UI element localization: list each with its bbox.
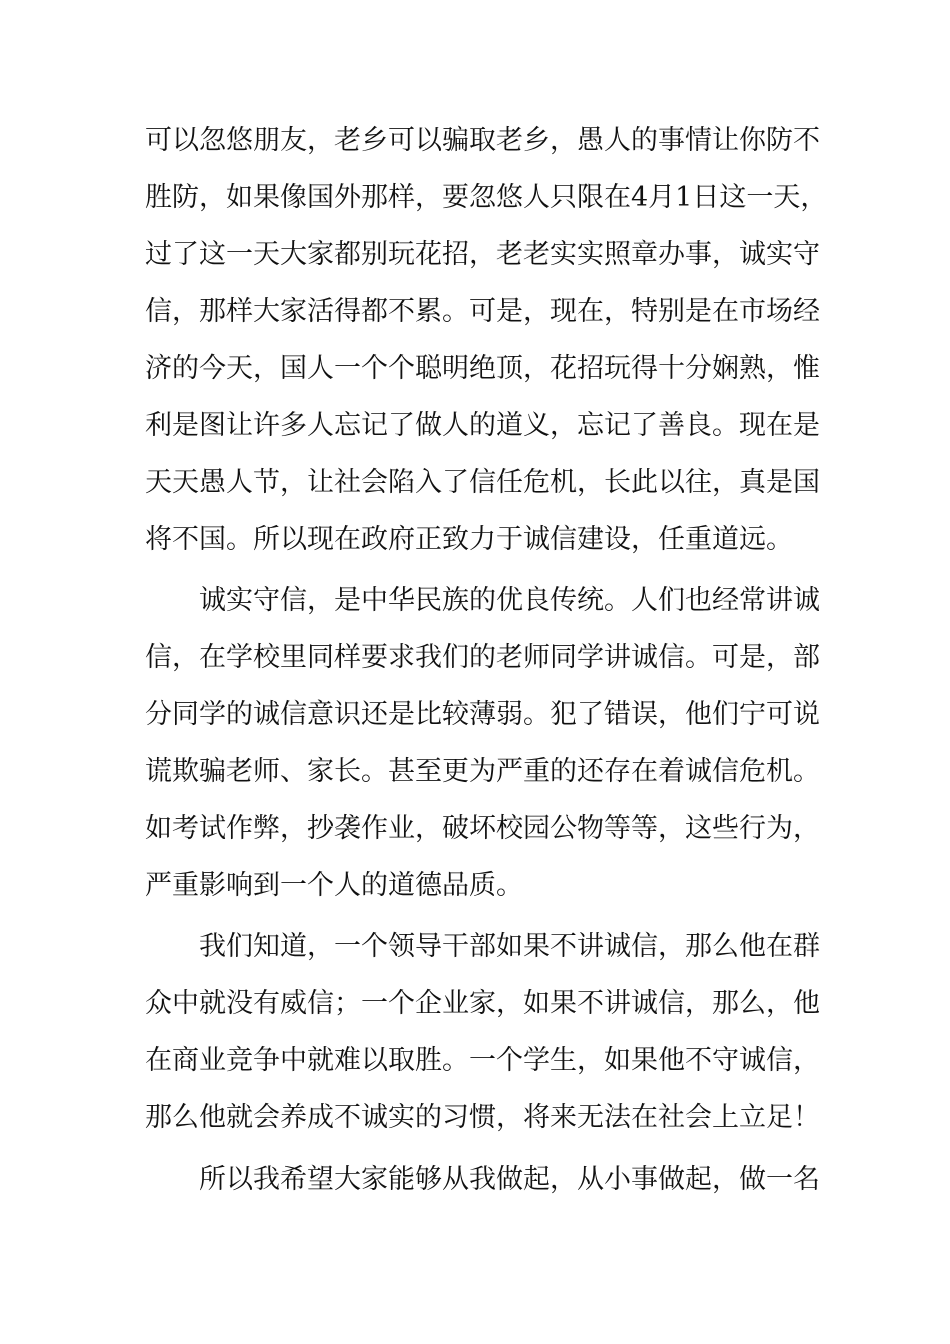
paragraph-line: 济的今天，国人一个个聪明绝顶，花招玩得十分娴熟，惟 bbox=[145, 353, 820, 384]
paragraph-line: 诚实守信，是中华民族的优良传统。人们也经常讲诚 bbox=[199, 585, 820, 616]
paragraph-line: 过了这一天大家都别玩花招，老老实实照章办事，诚实守 bbox=[145, 239, 820, 270]
paragraph-line: 那么他就会养成不诚实的习惯，将来无法在社会上立足！ bbox=[145, 1102, 820, 1133]
paragraph-line: 将不国。所以现在政府正致力于诚信建设，任重道远。 bbox=[145, 524, 793, 555]
paragraph-line: 在商业竞争中就难以取胜。一个学生，如果他不守诚信， bbox=[145, 1045, 820, 1076]
paragraph-line: 众中就没有威信；一个企业家，如果不讲诚信，那么，他 bbox=[145, 988, 820, 1019]
paragraph-line: 胜防，如果像国外那样，要忽悠人只限在4月1日这一天， bbox=[145, 182, 828, 213]
paragraph-line: 谎欺骗老师、家长。甚至更为严重的还存在着诚信危机。 bbox=[145, 756, 820, 787]
paragraph-line: 信，在学校里同样要求我们的老师同学讲诚信。可是，部 bbox=[145, 642, 820, 673]
paragraph-line: 我们知道，一个领导干部如果不讲诚信，那么他在群 bbox=[199, 931, 820, 962]
paragraph-line: 严重影响到一个人的道德品质。 bbox=[145, 870, 523, 901]
paragraph-line: 可以忽悠朋友，老乡可以骗取老乡，愚人的事情让你防不 bbox=[145, 125, 820, 156]
paragraph-line: 分同学的诚信意识还是比较薄弱。犯了错误，他们宁可说 bbox=[145, 699, 820, 730]
paragraph-line: 所以我希望大家能够从我做起，从小事做起，做一名 bbox=[199, 1164, 820, 1195]
paragraph-line: 利是图让许多人忘记了做人的道义，忘记了善良。现在是 bbox=[145, 410, 820, 441]
paragraph-line: 信，那样大家活得都不累。可是，现在，特别是在市场经 bbox=[145, 296, 820, 327]
paragraph-line: 如考试作弊，抄袭作业，破坏校园公物等等，这些行为， bbox=[145, 813, 820, 844]
paragraph-line: 天天愚人节，让社会陷入了信任危机，长此以往，真是国 bbox=[145, 467, 820, 498]
